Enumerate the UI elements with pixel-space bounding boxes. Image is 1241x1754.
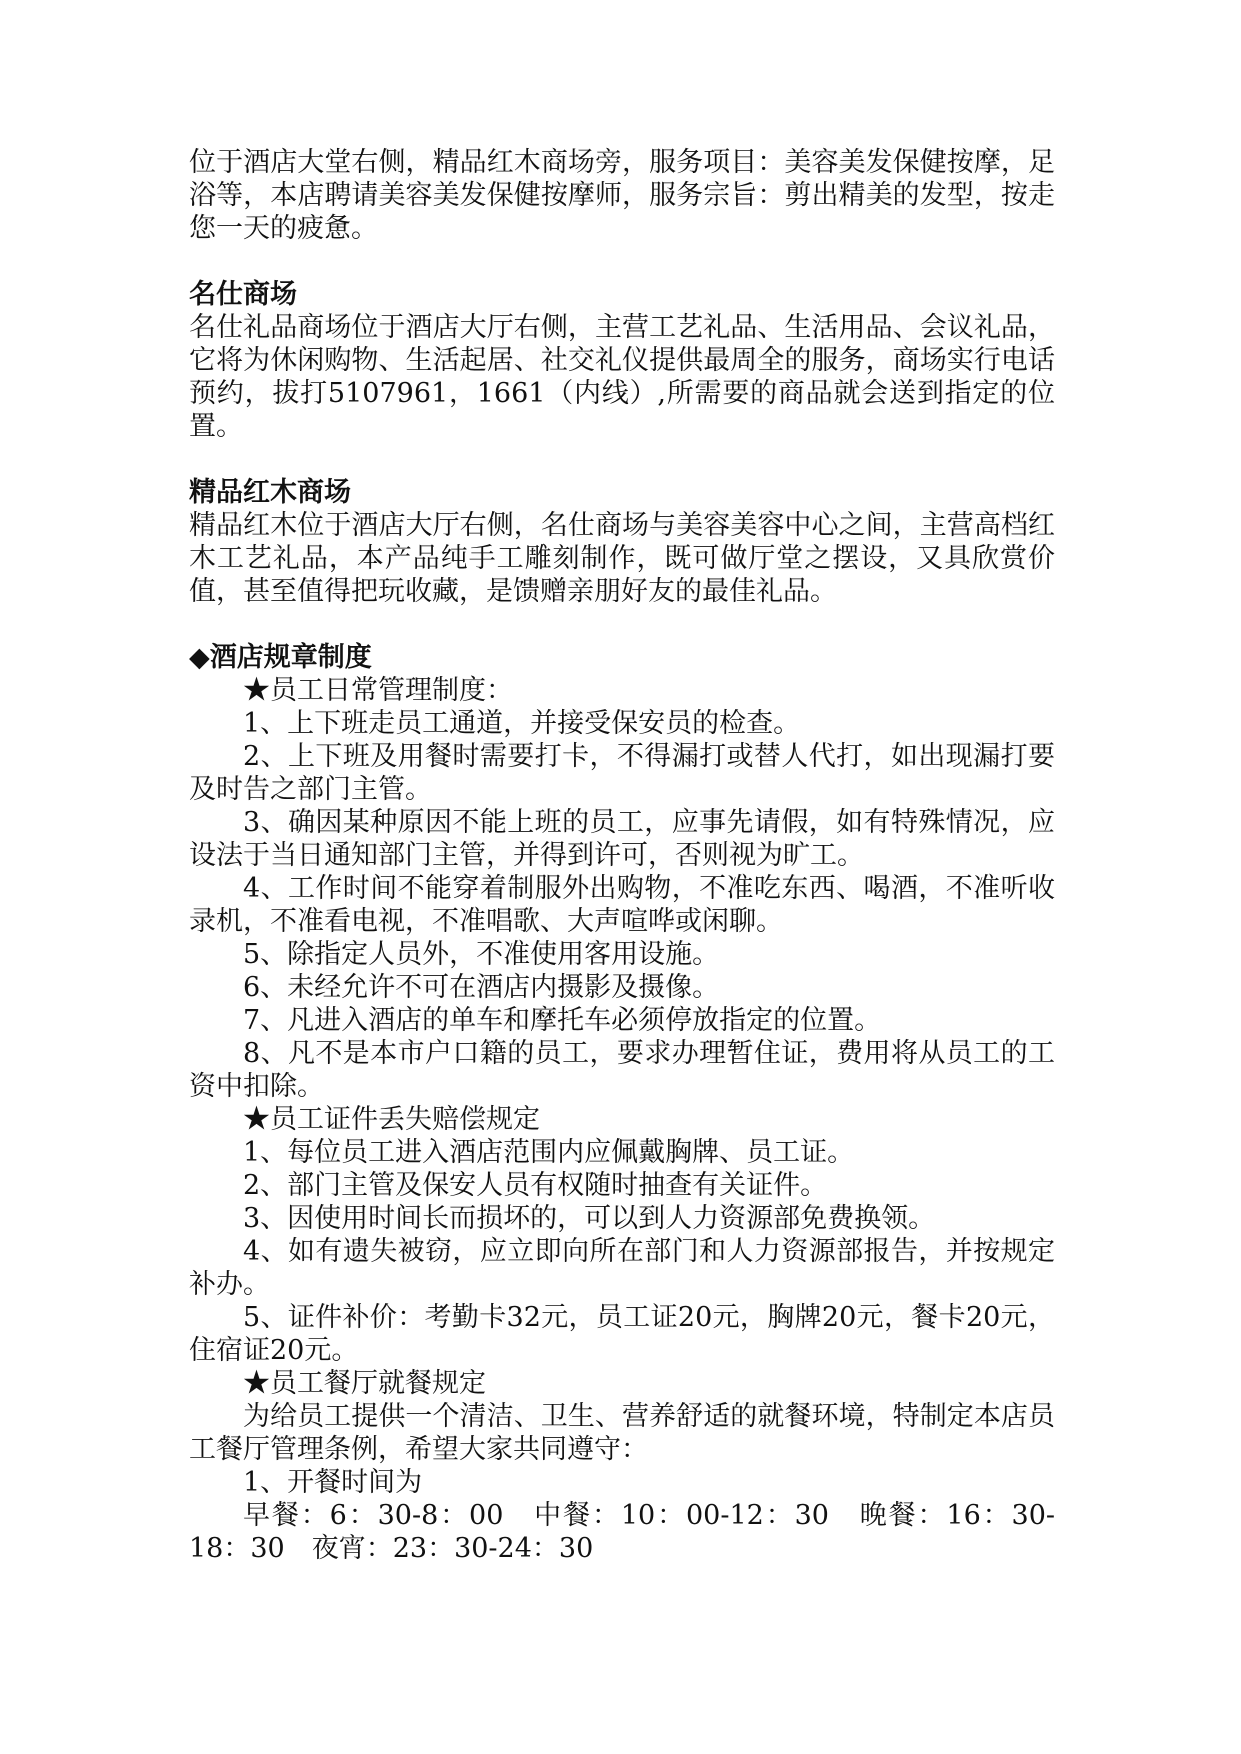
daily-rules-subheading: ★员工日常管理制度： [243,675,513,706]
mingshi-mall-heading: 名仕商场 [189,279,297,310]
daily-rule-item: 7、凡进入酒店的单车和摩托车必须停放指定的位置。 [243,1005,882,1036]
hotel-rules-heading: ◆酒店规章制度 [189,642,372,673]
beauty-center-description: 位于酒店大堂右侧，精品红木商场旁，服务项目：美容美发保健按摩，足浴等，本店聘请美容美发保健按摩师，服务宗旨：剪出精美的发型，按走您一天的疲惫。 [189,147,1055,244]
mahogany-mall-heading: 精品红木商场 [189,477,351,508]
canteen-rule-item: 1、开餐时间为 [243,1467,423,1498]
card-rule-item: 3、因使用时间长而损坏的，可以到人力资源部免费换领。 [243,1203,936,1234]
mingshi-mall-description: 名仕礼品商场位于酒店大厅右侧，主营工艺礼品、生活用品、会议礼品，它将为休闲购物、生活起居、社交礼仪提供最周全的服务，商场实行电话预约，拔打5107961，1661（内线）,所需要的商品就会送到指定的位置。 [189,312,1055,442]
card-rule-item: 5、证件补价：考勤卡32元，员工证20元，胸牌20元，餐卡20元，住宿证20元。 [189,1302,1055,1366]
daily-rule-item: 6、未经允许不可在酒店内摄影及摄像。 [243,972,720,1003]
meal-times: 早餐：6：30-8：00 中餐：10：00-12：30 晚餐：16：30-18：30 夜宵：23：30-24：30 [189,1500,1055,1564]
daily-rule-item: 5、除指定人员外，不准使用客用设施。 [243,939,720,970]
spacer [189,608,1055,641]
daily-rule-item: 4、工作时间不能穿着制服外出购物，不准吃东西、喝酒，不准听收录机，不准看电视，不准唱歌、大声喧哗或闲聊。 [189,873,1055,937]
card-rules-subheading: ★员工证件丢失赔偿规定 [243,1104,540,1135]
daily-rule-item: 3、确因某种原因不能上班的员工，应事先请假，如有特殊情况，应设法于当日通知部门主管，并得到许可，否则视为旷工。 [189,807,1055,871]
canteen-rules-subheading: ★员工餐厅就餐规定 [243,1368,486,1399]
card-rule-item: 4、如有遗失被窃，应立即向所在部门和人力资源部报告，并按规定补办。 [189,1236,1055,1300]
mahogany-mall-description: 精品红木位于酒店大厅右侧，名仕商场与美容美容中心之间，主营高档红木工艺礼品，本产品纯手工雕刻制作，既可做厅堂之摆设，又具欣赏价值，甚至值得把玩收藏，是馈赠亲朋好友的最佳礼品。 [189,510,1055,607]
daily-rule-item: 2、上下班及用餐时需要打卡，不得漏打或替人代打，如出现漏打要及时告之部门主管。 [189,741,1055,805]
daily-rule-item: 8、凡不是本市户口籍的员工，要求办理暂住证，费用将从员工的工资中扣除。 [189,1038,1055,1102]
spacer [189,245,1055,278]
card-rule-item: 1、每位员工进入酒店范围内应佩戴胸牌、员工证。 [243,1137,855,1168]
card-rule-item: 2、部门主管及保安人员有权随时抽查有关证件。 [243,1170,828,1201]
document-page [189,146,1055,1565]
spacer [189,443,1055,476]
canteen-rules-intro: 为给员工提供一个清洁、卫生、营养舒适的就餐环境，特制定本店员工餐厅管理条例，希望大家共同遵守： [189,1401,1055,1465]
daily-rule-item: 1、上下班走员工通道，并接受保安员的检查。 [243,708,801,739]
